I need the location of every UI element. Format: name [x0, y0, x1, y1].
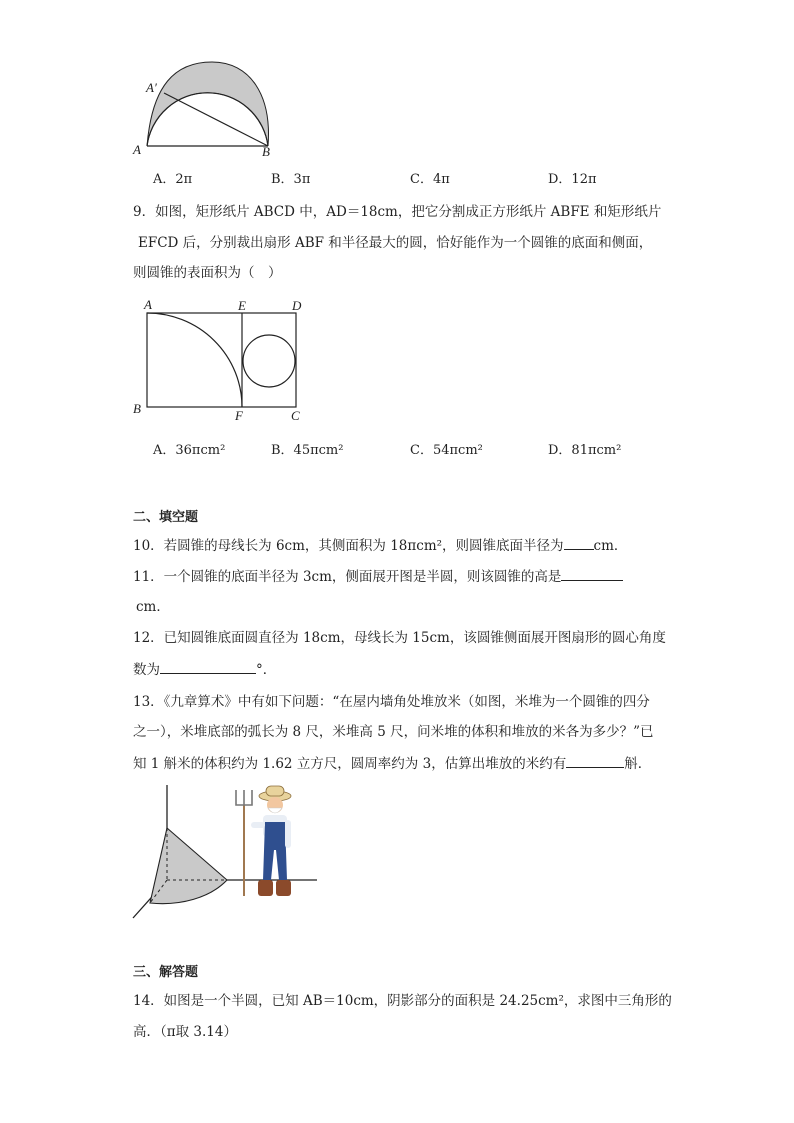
q9-option-d: D．81πcm²	[548, 443, 622, 458]
q12-line-1: 12．已知圆锥底面圆直径为 18cm，母线长为 15cm，该圆锥侧面展开图扇形的圆心角度	[133, 630, 666, 646]
label-F: F	[235, 408, 243, 423]
q8-option-b: B．3π	[271, 172, 311, 187]
farmer-beard	[268, 808, 282, 813]
farmer-arm-right	[285, 820, 291, 848]
farmer-boot-left	[258, 880, 273, 896]
section-answer-heading: 三、解答题	[133, 965, 199, 980]
section-fill-in-heading: 二、填空题	[133, 510, 199, 525]
label-b: B	[262, 144, 270, 159]
q9-option-b: B．45πcm²	[271, 443, 344, 458]
farmer-boot-right	[276, 880, 291, 896]
label-B: B	[133, 401, 141, 416]
label-A: A	[144, 297, 152, 312]
q13-line-2: 之一），米堆底部的弧长为 8 尺，米堆高 5 尺，问米堆的体积和堆放的米各为多少？”已	[133, 724, 654, 740]
q9-option-a: A．36πcm²	[153, 443, 226, 458]
q13-after: 斛．	[624, 756, 652, 772]
q9-option-c: C．54πcm²	[410, 443, 483, 458]
q10-before: 10．若圆锥的母线长为 6cm，其侧面积为 18πcm²，则圆锥底面半径为	[133, 538, 564, 554]
label-E: E	[238, 298, 246, 313]
q10-after: cm．	[593, 538, 628, 554]
q8-option-a: A．2π	[153, 172, 193, 187]
q14-line-2: 高．（π取 3.14）	[133, 1024, 237, 1040]
q12-before: 数为	[133, 662, 160, 678]
q8-option-c: C．4π	[410, 172, 450, 187]
farmer-overalls	[263, 822, 287, 880]
q9-line-1: 9．如图，矩形纸片 ABCD 中，AD＝18cm，把它分割成正方形纸片 ABFE 和矩形纸片	[133, 204, 662, 220]
q11-line-2: cm．	[136, 599, 170, 615]
q12-after: °．	[256, 662, 277, 678]
label-C: C	[291, 408, 300, 423]
q8-option-d: D．12π	[548, 172, 597, 187]
pitchfork-tines	[236, 790, 252, 805]
q9-line-2: EFCD 后，分别裁出扇形 ABF 和半径最大的圆，恰好能作为一个圆锥的底面和侧面，	[138, 235, 653, 251]
q9-line-3: 则圆锥的表面积为（ ）	[133, 265, 282, 281]
farmer-arm-left	[251, 822, 265, 828]
q13-before: 知 1 斛米的体积约为 1.62 立方尺，圆周率约为 3，估算出堆放的米约有	[133, 756, 567, 772]
q14-line-1: 14．如图是一个半圆，已知 AB＝10cm，阴影部分的面积是 24.25cm²，求图中三角形的	[133, 993, 672, 1009]
farmer-illustration	[236, 786, 291, 896]
q11-before: 11．一个圆锥的底面半径为 3cm，侧面展开图是半圆，则该圆锥的高是	[133, 569, 562, 585]
q13-line-1: 13．《九章算术》中有如下问题：“在屋内墙角处堆放米（如图，米堆为一个圆锥的四分	[133, 694, 650, 710]
label-a: A	[133, 142, 141, 157]
rice-pile-cone	[150, 828, 227, 904]
straw-hat-crown	[266, 786, 284, 796]
label-a-prime: A′	[146, 80, 157, 95]
label-D: D	[292, 298, 302, 313]
